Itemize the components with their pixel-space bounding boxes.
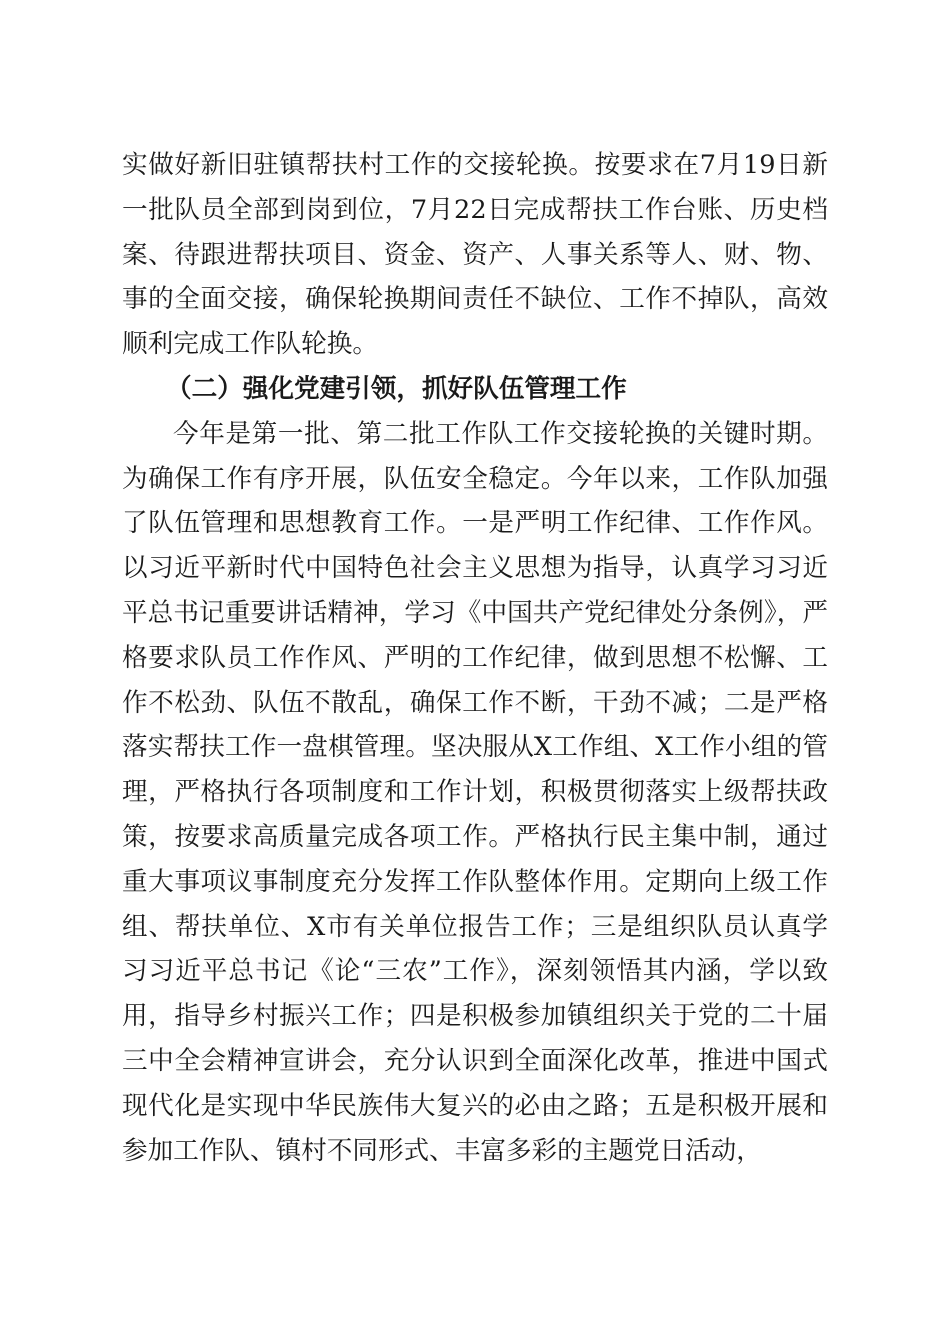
paragraph-continuation: 实做好新旧驻镇帮扶村工作的交接轮换。按要求在7月19日新一批队员全部到岗到位，7月22日完成帮扶工作台账、历史档案、待跟进帮扶项目、资金、资产、人事关系等人、财、物、事的全面交接，确保轮换期间责任不缺位、工作不掉队，高效顺利完成工作队轮换。	[122, 150, 828, 360]
document-body	[122, 143, 828, 1173]
paragraph-main: 今年是第一批、第二批工作队工作交接轮换的关键时期。为确保工作有序开展，队伍安全稳定。今年以来，工作队加强了队伍管理和思想教育工作。一是严明工作纪律、工作作风。以习近平新时代中国特色社会主义思想为指导，认真学习习近平总书记重要讲话精神，学习《中国共产党纪律处分条例》，严格要求队员工作作风、严明的工作纪律，做到思想不松懈、工作不松劲、队伍不散乱，确保工作不断，干劲不减；二是严格落实帮扶工作一盘棋管理。坚决服从X工作组、X工作小组的管理，严格执行各项制度和工作计划，积极贯彻落实上级帮扶政策，按要求高质量完成各项工作。严格执行民主集中制，通过重大事项议事制度充分发挥工作队整体作用。定期向上级工作组、帮扶单位、X市有关单位报告工作；三是组织队员认真学习习近平总书记《论“三农”工作》，深刻领悟其内涵，学以致用，指导乡村振兴工作；四是积极参加镇组织关于党的二十届三中全会精神宣讲会，充分认识到全面深化改革，推进中国式现代化是实现中华民族伟大复兴的必由之路；五是积极开展和参加工作队、镇村不同形式、丰富多彩的主题党日活动，	[122, 418, 828, 1166]
section-heading: （二）强化党建引领，抓好队伍管理工作	[166, 373, 627, 404]
